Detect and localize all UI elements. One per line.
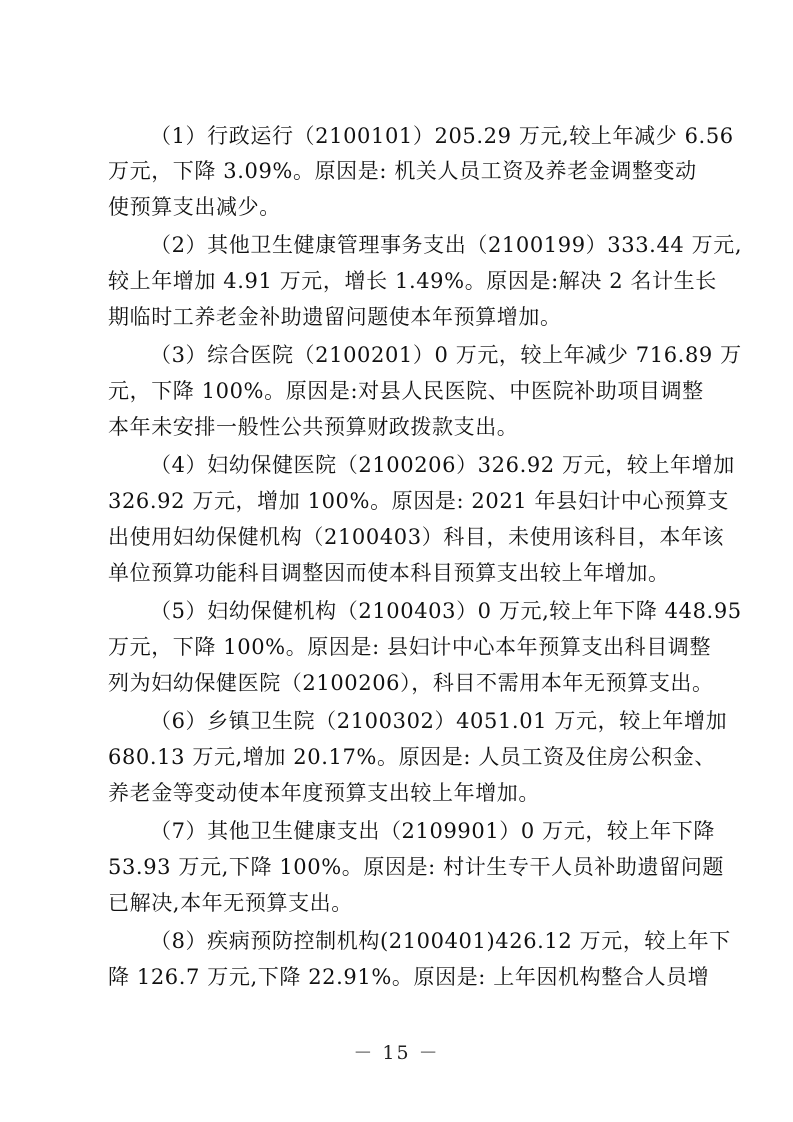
paragraph-6-line-3: 养老金等变动使本年度预算支出较上年增加。	[108, 781, 540, 805]
page-number: － 15 －	[353, 1042, 440, 1064]
paragraph-8-line-1: （8）疾病预防控制机构(2100401)426.12 万元，较上年下	[150, 929, 731, 953]
paragraph-2-line-1: （2）其他卫生健康管理事务支出（2100199）333.44 万元,	[150, 233, 743, 257]
paragraph-3-line-2: 元，下降 100%。原因是:对县人民医院、中医院补助项目调整	[108, 379, 704, 403]
paragraph-6-line-2: 680.13 万元,增加 20.17%。原因是: 人员工资及住房公积金、	[108, 745, 716, 769]
paragraph-5-line-3: 列为妇幼保健医院（2100206），科目不需用本年无预算支出。	[108, 671, 714, 695]
paragraph-1-line-1: （1）行政运行（2100101）205.29 万元,较上年减少 6.56	[150, 124, 734, 148]
paragraph-7-line-2: 53.93 万元,下降 100%。原因是: 村计生专干人员补助遗留问题	[108, 855, 724, 879]
paragraph-2-line-2: 较上年增加 4.91 万元，增长 1.49%。原因是:解决 2 名计生长	[108, 269, 717, 293]
paragraph-4-line-2: 326.92 万元，增加 100%。原因是: 2021 年县妇计中心预算支	[108, 489, 729, 513]
paragraph-4-line-3: 出使用妇幼保健机构（2100403）科目，未使用该科目，本年该	[108, 525, 725, 549]
paragraph-1-line-3: 使预算支出减少。	[108, 195, 281, 219]
paragraph-3-line-3: 本年未安排一般性公共预算财政拨款支出。	[108, 415, 519, 439]
paragraph-5-line-2: 万元，下降 100%。原因是: 县妇计中心本年预算支出科目调整	[108, 635, 712, 659]
paragraph-7-line-1: （7）其他卫生健康支出（2109901）0 万元，较上年下降	[150, 819, 715, 843]
paragraph-8-line-2: 降 126.7 万元,下降 22.91%。原因是: 上年因机构整合人员增	[108, 965, 710, 989]
paragraph-4-line-1: （4）妇幼保健医院（2100206）326.92 万元，较上年增加	[150, 453, 735, 477]
paragraph-3-line-1: （3）综合医院（2100201）0 万元，较上年减少 716.89 万	[150, 343, 742, 367]
paragraph-4-line-4: 单位预算功能科目调整因而使本科目预算支出较上年增加。	[108, 561, 670, 585]
paragraph-2-line-3: 期临时工养老金补助遗留问题使本年预算增加。	[108, 305, 562, 329]
paragraph-1-line-2: 万元，下降 3.09%。原因是: 机关人员工资及养老金调整变动	[108, 159, 697, 183]
paragraph-7-line-3: 已解决,本年无预算支出。	[108, 891, 353, 915]
paragraph-5-line-1: （5）妇幼保健机构（2100403）0 万元,较上年下降 448.95	[150, 599, 742, 623]
paragraph-6-line-1: （6）乡镇卫生院（2100302）4051.01 万元，较上年增加	[150, 709, 728, 733]
